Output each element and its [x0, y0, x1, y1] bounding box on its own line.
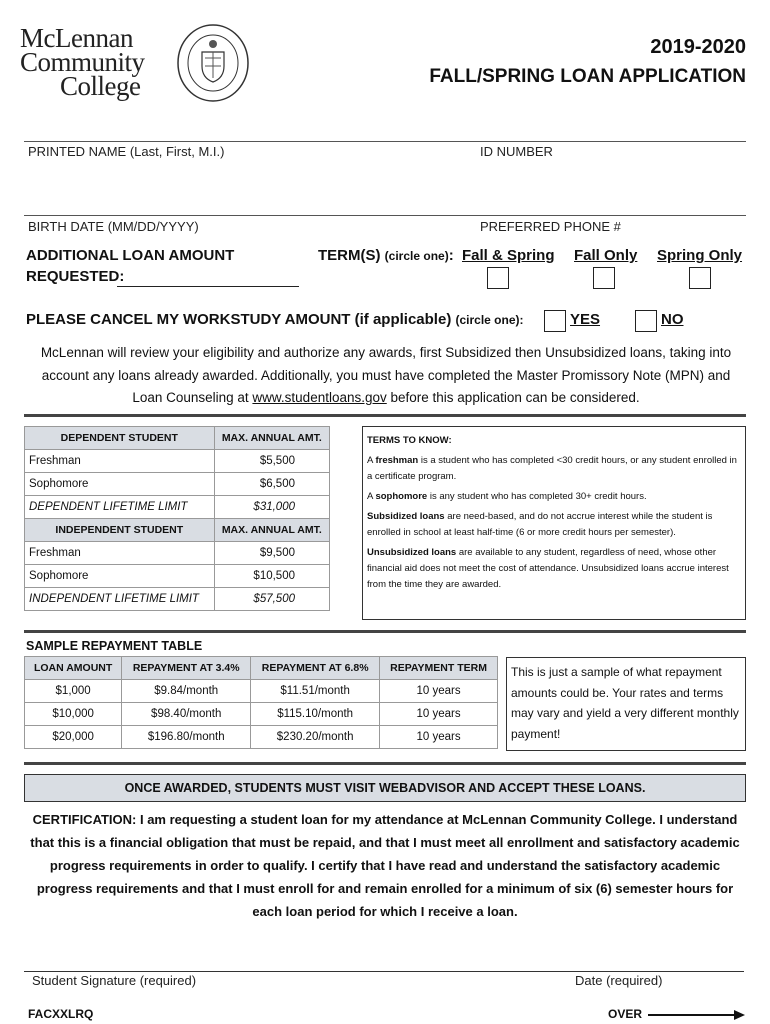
section-separator	[24, 762, 746, 765]
workstudy-no[interactable]: NO	[661, 311, 684, 328]
table-row: DEPENDENT LIFETIME LIMIT $31,000	[25, 496, 330, 519]
logo-line-2: Community	[20, 47, 145, 77]
fall-only-checkbox[interactable]	[593, 267, 615, 289]
phone-label: PREFERRED PHONE #	[480, 219, 621, 234]
id-number-label: ID NUMBER	[480, 144, 553, 159]
form-title: FALL/SPRING LOAN APPLICATION	[429, 66, 746, 87]
table-header-row: INDEPENDENT STUDENT MAX. ANNUAL AMT.	[25, 519, 330, 542]
workstudy-yes[interactable]: YES	[570, 311, 601, 328]
table-row: INDEPENDENT LIFETIME LIMIT $57,500	[25, 588, 330, 611]
fall-spring-checkbox[interactable]	[487, 267, 509, 289]
divider	[24, 141, 746, 142]
logo-line-3: College	[60, 71, 141, 101]
repayment-note: This is just a sample of what repayment amounts could be. Your rates and terms may vary and yield a very different monthly payment!	[506, 657, 746, 751]
logo-line-1: McLennan	[20, 23, 133, 53]
term-fall-spring[interactable]: Fall & Spring	[462, 247, 555, 264]
webadvisor-banner: ONCE AWARDED, STUDENTS MUST VISIT WEBADVISOR AND ACCEPT THESE LOANS.	[24, 774, 746, 802]
terms-label: TERM(S) (circle one):	[318, 247, 454, 264]
intro-paragraph: McLennan will review your eligibility and authorize any awards, first Subsidized then Unsubsidized loans, taking into account any loans already awarded. Additionally, you must have completed the Master Promissory Note (MPN) and Loan Counseling at www.studentloans.gov before this application can be considered.	[40, 345, 732, 405]
terms-title: TERMS TO KNOW:	[367, 435, 452, 446]
signature-label: Student Signature (required)	[32, 973, 197, 988]
term-fall-only[interactable]: Fall Only	[574, 247, 638, 264]
workstudy-label: PLEASE CANCEL MY WORKSTUDY AMOUNT (if applicable) (circle one):	[26, 311, 524, 328]
table-row: $1,000 $9.84/month $11.51/month 10 years	[25, 680, 498, 703]
table-row: $10,000 $98.40/month $115.10/month 10 years	[25, 703, 498, 726]
repayment-table	[24, 656, 498, 749]
loan-limits-table	[24, 426, 330, 611]
term-unsubsidized: Unsubsidized loans are available to any student, regardless of need, whose other financial aid does not meet the cost of attendance. Unsubsidized loans accrue interest from the time they are awarded.	[367, 547, 729, 590]
studentloans-link[interactable]: www.studentloans.gov	[252, 390, 387, 405]
section-separator	[24, 414, 746, 417]
date-label: Date (required)	[575, 973, 663, 988]
table-row: Sophomore $10,500	[25, 565, 330, 588]
college-logo	[20, 23, 180, 101]
table-header-row: LOAN AMOUNT REPAYMENT AT 3.4% REPAYMENT AT 6.8% REPAYMENT TERM	[25, 657, 498, 680]
term-subsidized: Subsidized loans are need-based, and do not accrue interest while the student is enrolled in school at least half-time (6 or more credit hours per semester).	[367, 511, 713, 538]
loan-amount-label: ADDITIONAL LOAN AMOUNT	[26, 247, 235, 264]
workstudy-no-checkbox[interactable]	[635, 310, 657, 332]
form-year: 2019-2020	[650, 36, 746, 58]
loan-requested-label: REQUESTED:	[26, 268, 125, 285]
term-freshman: A freshman is a student who has completed <30 credit hours, or any student enrolled in a certificate program.	[367, 455, 737, 482]
terms-to-know-box	[362, 426, 746, 620]
arrow-right-icon	[648, 1008, 746, 1022]
college-seal-icon	[176, 22, 250, 104]
table-header-row: DEPENDENT STUDENT MAX. ANNUAL AMT.	[25, 427, 330, 450]
table-row: $20,000 $196.80/month $230.20/month 10 years	[25, 726, 498, 749]
section-separator	[24, 630, 746, 633]
divider	[24, 215, 746, 216]
workstudy-yes-checkbox[interactable]	[544, 310, 566, 332]
table-row: Sophomore $6,500	[25, 473, 330, 496]
printed-name-label: PRINTED NAME (Last, First, M.I.)	[28, 144, 225, 159]
table-row: Freshman $9,500	[25, 542, 330, 565]
term-sophomore: A sophomore is any student who has completed 30+ credit hours.	[367, 491, 647, 502]
birth-date-label: BIRTH DATE (MM/DD/YYYY)	[28, 219, 199, 234]
table-row: Freshman $5,500	[25, 450, 330, 473]
over-label: OVER	[608, 1007, 643, 1021]
signature-line[interactable]	[24, 971, 744, 972]
loan-amount-input-line[interactable]	[117, 286, 299, 287]
form-code: FACXXLRQ	[28, 1007, 94, 1021]
certification-text: CERTIFICATION: I am requesting a student loan for my attendance at McLennan Community College. I understand that this is a financial obligation that must be repaid, and that I must meet all enrollment and satisfactory academic progress requirements in order to qualify. I certify that I have read and understand the satisfactory academic progress requirements and that I must enroll for and remain enrolled for a minimum of six (6) semester hours for each loan period for which I receive a loan.	[30, 812, 740, 919]
spring-only-checkbox[interactable]	[689, 267, 711, 289]
term-spring-only[interactable]: Spring Only	[657, 247, 743, 264]
repayment-title: SAMPLE REPAYMENT TABLE	[26, 639, 203, 653]
